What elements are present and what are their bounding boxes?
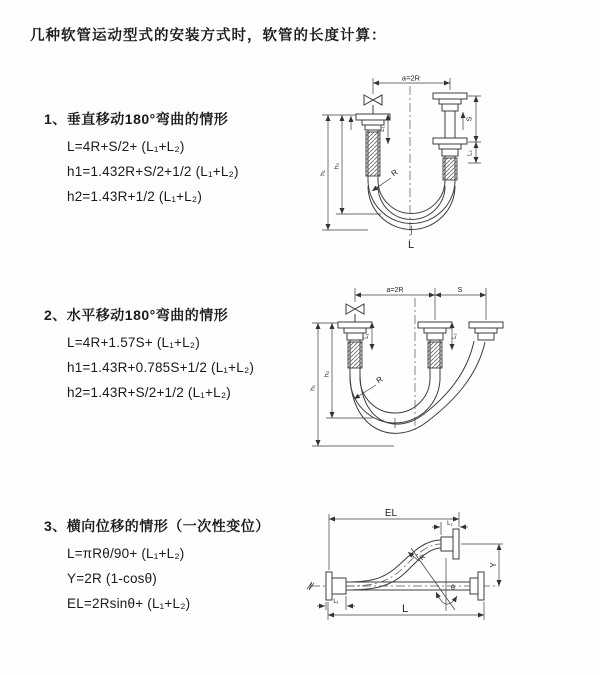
dim-label-length: L (402, 603, 409, 615)
section-2-formula-h1: h1=1.43R+0.785S+1/2 (L₁+L₂) (67, 360, 255, 375)
diagram-horizontal-180-bend (298, 278, 568, 463)
section-vertical-movement (44, 109, 334, 204)
dimensions (317, 508, 503, 620)
section-3-formula-Y: Y=2R (1-cosθ) (67, 571, 158, 586)
dim-label-movement-s: S (466, 116, 474, 122)
flange-right-upper (433, 93, 467, 111)
dim-label-fitting-middle: L₂ (452, 333, 458, 339)
dim-label-fitting-left: L₁ (333, 599, 339, 605)
dim-label-width: a=2R (401, 73, 421, 83)
hose-drawing (356, 86, 467, 240)
diagram-vertical-180-bend (298, 68, 568, 263)
dim-label-width: a=2R (386, 287, 404, 294)
dim-label-fitting-right: L₂ (467, 150, 474, 156)
flange-right-lower (433, 138, 467, 156)
braid-right (443, 158, 457, 180)
valve-icon (364, 95, 382, 114)
flange-right-original (470, 572, 484, 600)
flange-middle (418, 322, 452, 340)
dim-label-radius: R (389, 167, 400, 179)
dim-label-radius: R (374, 374, 385, 386)
flange-right-upper (441, 529, 459, 559)
diagram-lateral-displacement (303, 498, 588, 653)
dim-label-radius: R (418, 553, 428, 563)
section-2-formula-L: L=4R+1.57S+ (L₁+L₂) (67, 335, 200, 350)
page-title: 几种软管运动型式的安装方式时，软管的长度计算： (30, 28, 387, 44)
dim-label-el: EL (384, 508, 398, 519)
section-3-formula-EL: EL=2Rsinθ+ (L₁+L₂) (67, 596, 191, 611)
hose-drawing (338, 298, 503, 433)
braid-middle (428, 342, 442, 368)
dim-label-fitting-left: L₁ (364, 333, 370, 339)
section-1-heading: 1、垂直移动180°弯曲的情形 (44, 111, 229, 127)
section-1-formula-L: L=4R+S/2+ (L₁+L₂) (67, 139, 185, 154)
hose-centerline (346, 544, 441, 586)
valve-icon (346, 304, 364, 322)
section-1-formula-h1: h1=1.432R+S/2+1/2 (L₁+L₂) (67, 164, 239, 179)
dim-label-fitting-right: L₂ (447, 521, 453, 527)
dim-label-movement-s: S (457, 287, 463, 294)
section-horizontal-movement (44, 305, 334, 400)
dim-label-y: Y (489, 562, 498, 568)
section-1-formula-h2: h2=1.43R+1/2 (L₁+L₂) (67, 189, 203, 204)
dimensions (310, 287, 487, 446)
section-lateral-displacement (44, 516, 334, 611)
braid-left (366, 132, 380, 176)
dim-label-theta: θ (451, 585, 455, 592)
braid-left (348, 342, 362, 368)
dim-label-fitting-left: L₁ (380, 126, 386, 132)
flange-right (469, 322, 503, 340)
hose-drawing (307, 529, 499, 600)
dim-label-length: L (408, 239, 415, 251)
dim-label-h2: h₂ (333, 162, 341, 170)
dim-label-h1: h₁ (319, 170, 327, 176)
section-2-formula-h2: h2=1.43R+S/2+1/2 (L₁+L₂) (67, 385, 231, 400)
section-3-heading: 3、横向位移的情形（一次性变位） (44, 518, 270, 534)
section-2-heading: 2、水平移动180°弯曲的情形 (44, 307, 229, 323)
section-3-formula-L: L=πRθ/90+ (L₁+L₂) (67, 546, 185, 561)
flange-left (326, 572, 346, 600)
dim-label-h2: h₂ (323, 370, 331, 378)
dim-label-h1: h₁ (309, 385, 317, 391)
radius-line (411, 548, 455, 610)
